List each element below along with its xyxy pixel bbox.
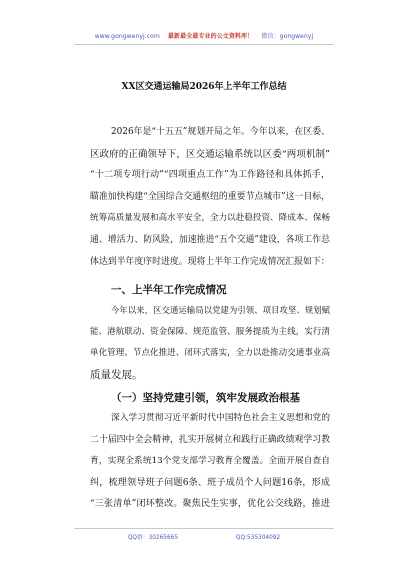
text-line: “十二项专项行动”“四项重点工作”为工作路径和具体抓手， xyxy=(90,170,330,181)
subsection-heading: （一）坚持党建引领，筑牢发展政治根基 xyxy=(111,392,300,404)
section-heading: 一、上半年工作完成情况 xyxy=(111,284,227,296)
section-paragraph xyxy=(90,300,330,386)
text-line: 单化管理、节点化推进、闭环式落实，全力以赴推动交通事业高 xyxy=(90,348,330,359)
text-line: 今年以来，区交通运输局以党建为引领、项目攻坚、规划赋 xyxy=(111,305,330,315)
subsection-paragraph xyxy=(90,408,330,516)
text-line: 育，实现全系统13个党支部学习教育全覆盖。全面开展自查自 xyxy=(90,456,330,467)
page-footer xyxy=(0,532,408,541)
footer-qq-group: QQ群：30265665 xyxy=(127,535,179,541)
text-line: “三张清单”闭环整改。聚焦民生实事，优化公交线路，推进 xyxy=(90,499,330,510)
text-line: 瞄准加快构建“全国综合交通枢纽的重要节点城市”这一目标， xyxy=(90,191,330,202)
header-site[interactable]: www.gongwenyj.com xyxy=(94,33,160,40)
text-line: 通、增活力、防风险，加速推进“五个交通”建设，各项工作总 xyxy=(90,234,330,245)
intro-paragraph xyxy=(90,122,330,273)
header-slogan: 最新最全最专业的公文资料库！ xyxy=(167,33,254,40)
text-line: 2026年是“十五五”规划开局之年。今年以来，在区委、 xyxy=(111,127,330,137)
text-line: 纠，梳理领导班子问题6条、班子成员个人问题16条，形成 xyxy=(90,477,330,488)
footer-divider xyxy=(74,528,334,529)
header-wechat: 微信：gongwenyj xyxy=(261,33,314,40)
document-title: XX区交通运输局2026年上半年工作总结 xyxy=(121,82,287,92)
header-divider xyxy=(74,44,334,45)
text-line: 二十届四中全会精神，扎实开展树立和践行正确政绩观学习教 xyxy=(90,434,330,445)
text-line: 区政府的正确领导下，区交通运输系统以区委“两项机制” xyxy=(90,148,330,160)
text-line: 统筹高质量发展和高水平安全，全力以赴稳投资、降成本、保畅 xyxy=(90,213,330,224)
page-header xyxy=(0,31,408,40)
text-line: 质量发展。 xyxy=(90,368,143,381)
text-line: 深入学习贯彻习近平新时代中国特色社会主义思想和党的 xyxy=(111,413,330,423)
text-line: 能、港航联动、资金保障、规范监管、服务提质为主线，实行清 xyxy=(90,326,330,337)
footer-qq: QQ:535304092 xyxy=(235,535,281,541)
text-line: 体达到半年度序时进度。现将上半年工作完成情况汇报如下： xyxy=(90,256,330,267)
